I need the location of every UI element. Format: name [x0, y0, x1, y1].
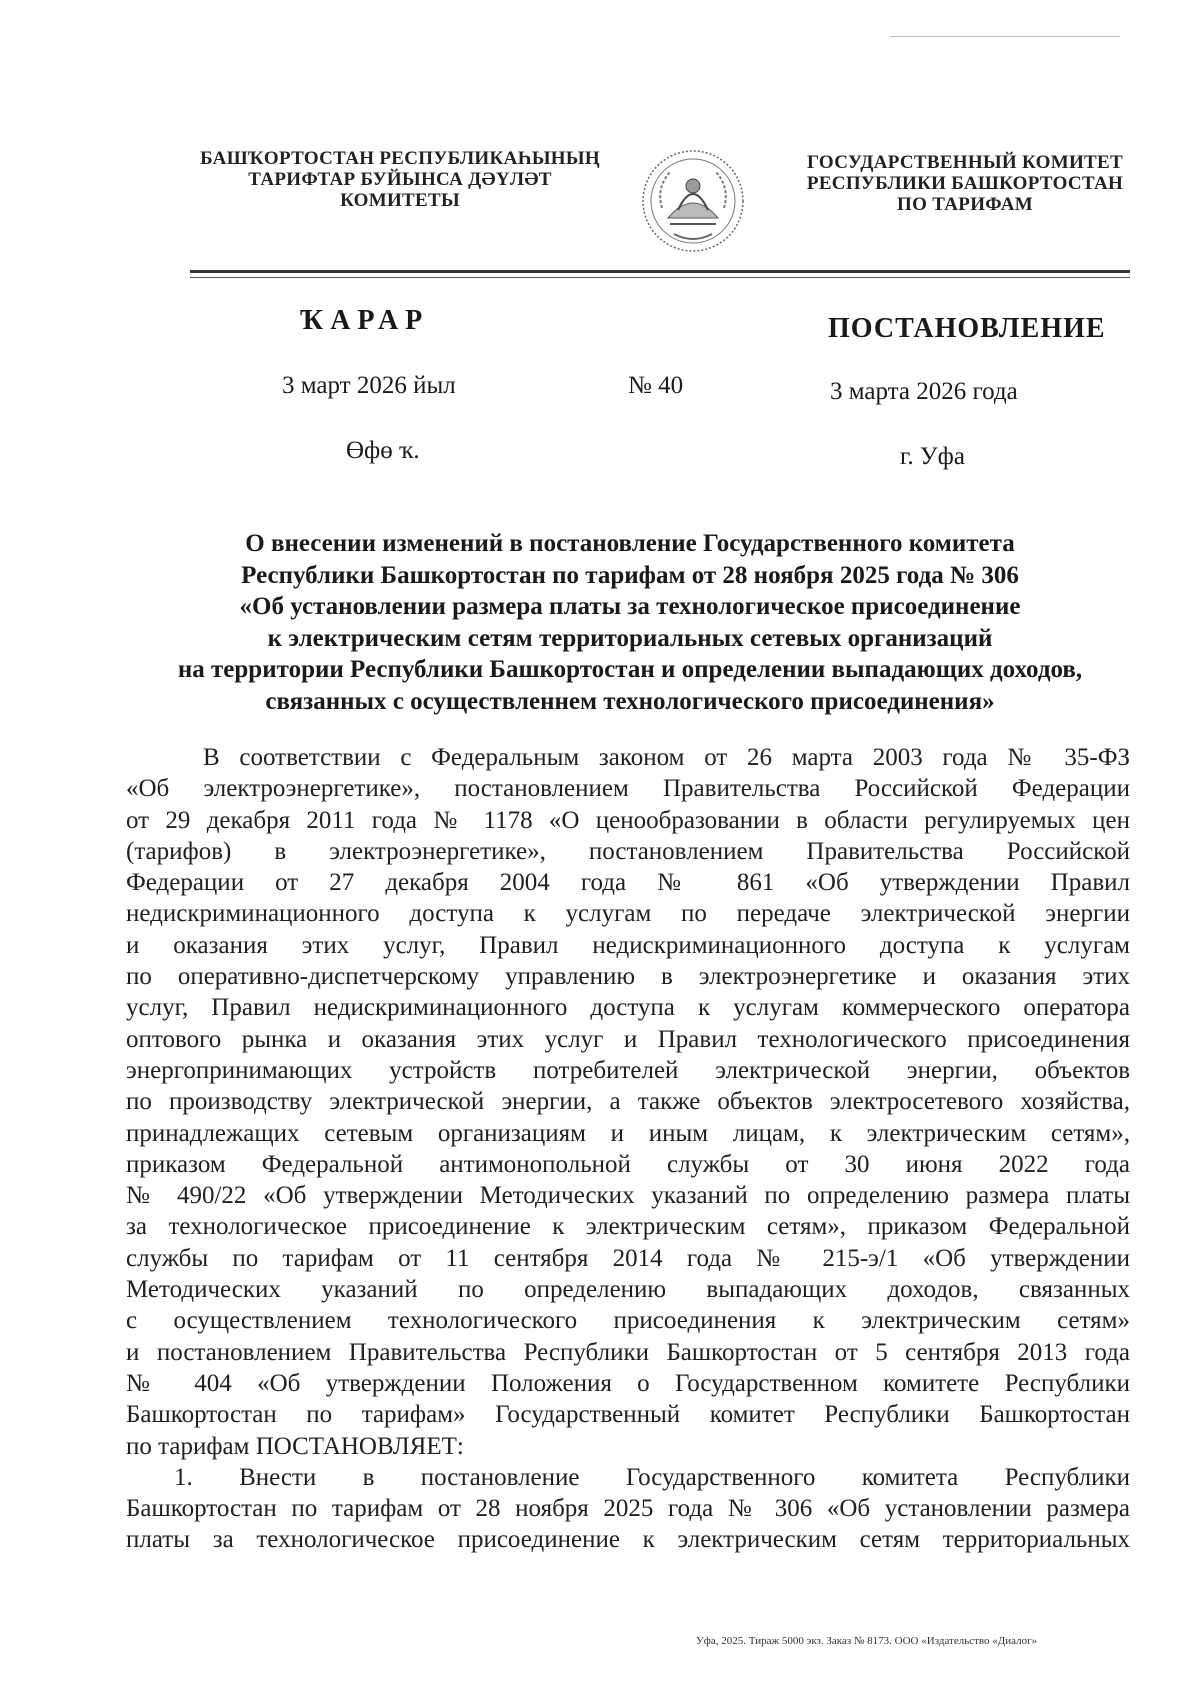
body-line: и постановлением Правительства Республики Башкортостан от 5 сентября 2013 года [126, 1338, 1130, 1366]
body-line: энергопринимающих устройств потребителей электрической энергии, объектов [126, 1056, 1130, 1084]
title-line: Республики Башкортостан по тарифам от 28 ноября 2025 года № 306 [241, 561, 1019, 589]
body-line: «Об электроэнергетике», постановлением Правительства Российской Федерации [126, 775, 1130, 803]
doc-type-bashkir: ҠАРАР [300, 305, 430, 336]
body-line: (тарифов) в электроэнергетике», постановлением Правительства Российской [126, 837, 1130, 865]
header-right-russian [800, 152, 1130, 215]
body-line: Башкортостан по тарифам от 28 ноября 2025 года № 306 «Об установлении размера [126, 1495, 1130, 1523]
body-line: Методических указаний по определению выпадающих доходов, связанных [126, 1276, 1130, 1304]
body-line: и оказания этих услуг, Правил недискриминационного доступа к услугам [126, 931, 1130, 959]
body-line: недискриминационного доступа к услугам по передаче электрической энергии [126, 900, 1130, 928]
body-line: по производству электрической энергии, а также объектов электросетевого хозяйства, [126, 1088, 1130, 1116]
doc-date-russian: 3 марта 2026 года [830, 378, 1018, 405]
document-title [120, 528, 1140, 717]
body-line: службы по тарифам от 11 сентября 2014 года № 215-э/1 «Об утверждении [126, 1244, 1130, 1272]
doc-date-bashkir: 3 март 2026 йыл [282, 372, 456, 399]
body-line: № 404 «Об утверждении Положения о Государственном комитете Республики [126, 1369, 1130, 1397]
header-left-line: ТАРИФТАР БУЙЫНСА ДӘҮЛӘТ [248, 169, 552, 190]
header-right-line: ГОСУДАРСТВЕННЫЙ КОМИТЕТ [807, 152, 1123, 173]
coat-of-arms-emblem [640, 148, 746, 254]
doc-number: № 40 [628, 372, 684, 399]
body-line: Башкортостан по тарифам» Государственный комитет Республики Башкортостан [126, 1401, 1130, 1429]
document-body [126, 742, 1130, 1556]
body-line: услуг, Правил недискриминационного доступа к услугам коммерческого оператора [126, 994, 1130, 1022]
doc-type-russian: ПОСТАНОВЛЕНИЕ [828, 313, 1106, 344]
title-line: связанных с осуществленнем технологического присоединения» [265, 687, 995, 715]
body-line: от 29 декабря 2011 года № 1178 «О ценообразовании в области регулируемых цен [126, 806, 1130, 834]
print-footer: Уфа, 2025. Тираж 5000 экз. Заказ № 8173. ООО «Издательство «Диалог» [696, 1635, 1038, 1647]
header-left-line: КОМИТЕТЫ [340, 190, 460, 211]
title-line: на территории Республики Башкортостан и определении выпадающих доходов, [177, 656, 1083, 683]
title-line: О внесении изменений в постановление Государственного комитета [245, 530, 1015, 557]
body-line: за технологическое присоединение к электрическим сетям», приказом Федеральной [126, 1213, 1130, 1241]
body-line: принадлежащих сетевым организациям и иным лицам, к электрическим сетям», [126, 1119, 1130, 1147]
body-line: 1. Внести в постановление Государственного комитета Республики [174, 1463, 1130, 1491]
body-line: Федерации от 27 декабря 2004 года № 861 «Об утверждении Правил [126, 869, 1130, 897]
body-line: по тарифам ПОСТАНОВЛЯЕТ: [126, 1432, 464, 1460]
header-divider-thick [190, 270, 1130, 273]
body-line: В соответствии с Федеральным законом от 26 марта 2003 года № 35-ФЗ [203, 744, 1130, 771]
body-line: оптового рынка и оказания этих услуг и Правил технологического присоединения [126, 1025, 1130, 1053]
header-left-bashkir [190, 148, 610, 211]
body-line: № 490/22 «Об утверждении Методических указаний по определению размера платы [126, 1182, 1130, 1210]
scan-artifact [890, 36, 1120, 37]
doc-city-bashkir: Өфө ҡ. [346, 437, 420, 464]
body-line: приказом Федеральной антимонопольной службы от 30 июня 2022 года [126, 1150, 1130, 1178]
header-left-line: БАШҠОРТОСТАН РЕСПУБЛИКАҺЫНЫҢ [200, 148, 600, 169]
body-line: платы за технологическое присоединение к электрическим сетям территориальных [126, 1526, 1130, 1554]
body-line: с осуществлением технологического присоединения к электрическим сетям» [126, 1307, 1130, 1335]
title-line: «Об установлении размера платы за технологическое присоединение [239, 593, 1021, 620]
doc-city-russian: г. Уфа [900, 443, 965, 470]
title-line: к электрическим сетям территориальных сетевых организаций [267, 624, 993, 652]
body-line: по оперативно-диспетчерскому управлению в электроэнергетике и оказания этих [126, 963, 1130, 991]
header-right-line: РЕСПУБЛИКИ БАШКОРТОСТАН [806, 173, 1124, 194]
header-divider-thin [190, 277, 1130, 278]
header-right-line: ПО ТАРИФАМ [897, 194, 1033, 215]
